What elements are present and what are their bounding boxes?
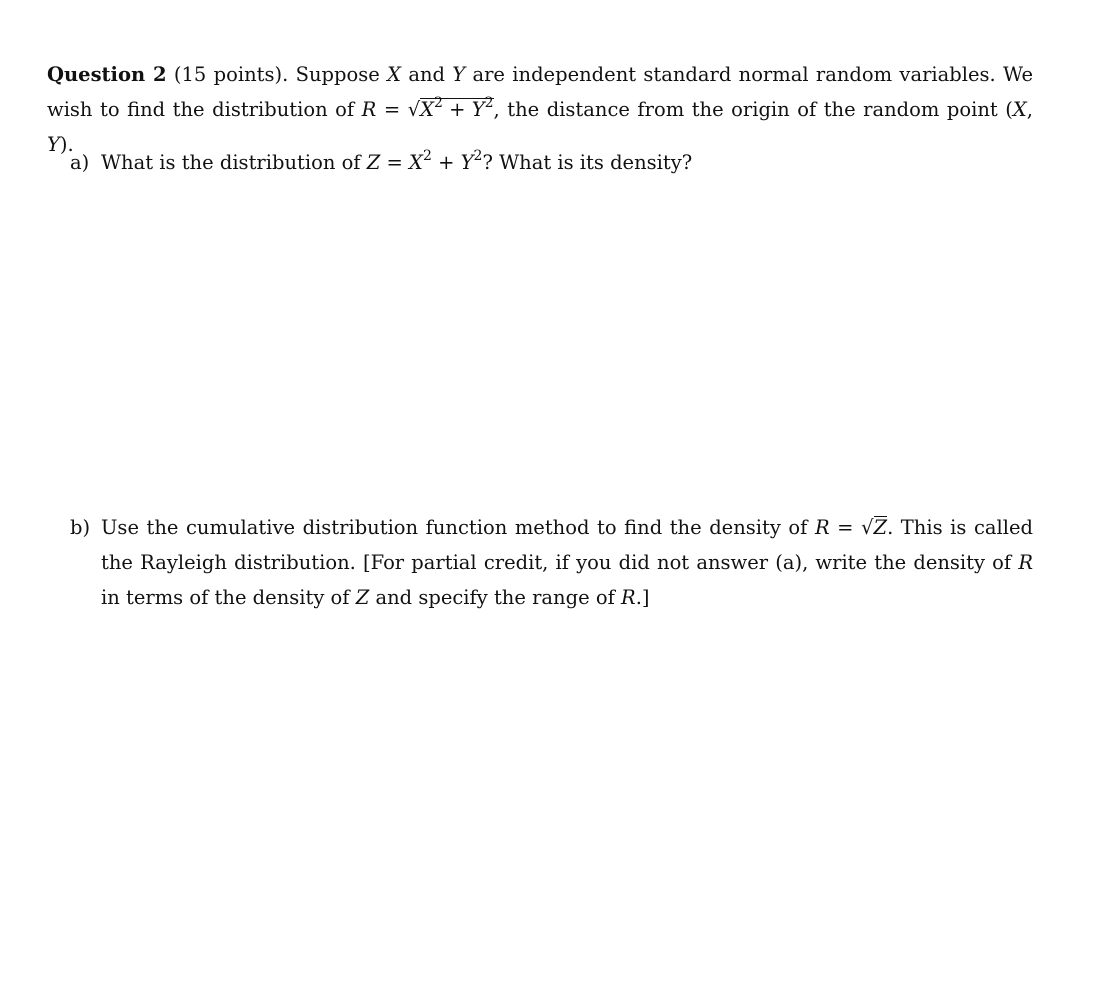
- math-exponent: 2: [422, 148, 432, 165]
- part-a-label: a): [70, 151, 90, 174]
- math-var: X: [1012, 98, 1027, 121]
- part-text: Use the cumulative distribution function method to find the density of: [101, 516, 808, 539]
- point-open: (: [1005, 98, 1013, 121]
- question-points: (15 points).: [173, 63, 289, 86]
- math-equals: =: [383, 98, 401, 121]
- part-a-text: [101, 145, 1033, 180]
- math-plus: +: [438, 151, 455, 174]
- question-text: Suppose: [295, 63, 380, 86]
- math-equals: =: [386, 151, 403, 174]
- math-var: R: [1018, 551, 1033, 574]
- question-text: are independent standard normal random variables. We wish to find the distribution of: [47, 63, 1034, 121]
- question-text: and: [408, 63, 445, 86]
- math-var: X: [409, 151, 423, 174]
- math-var: X: [387, 63, 401, 86]
- part-b-text: [101, 510, 1033, 615]
- math-var: R: [814, 516, 830, 539]
- part-b-label: b): [70, 516, 91, 539]
- math-var: Y: [460, 151, 474, 174]
- math-exponent: 2: [473, 148, 483, 165]
- sqrt-expression: [861, 516, 887, 539]
- sqrt-sign: √: [407, 98, 421, 121]
- math-var: Y: [452, 63, 466, 86]
- part-a: [70, 145, 1033, 180]
- part-text: . This is called the Rayleigh distribution. [For partial credit, if you did not answer (a), write the density of: [101, 516, 1033, 574]
- math-var: Z: [366, 151, 381, 174]
- sqrt-radicand: Z: [873, 516, 888, 539]
- math-equals: =: [837, 516, 854, 539]
- part-text: ? What is its density?: [482, 151, 693, 174]
- question-label: Question 2: [47, 63, 167, 86]
- answer-space-a: [47, 185, 1033, 505]
- math-var: R: [621, 586, 636, 609]
- part-text: in terms of the density of: [101, 586, 350, 609]
- math-exponent: 2: [434, 95, 443, 112]
- point-comma: ,: [1026, 98, 1033, 121]
- math-exponent: 2: [484, 95, 494, 112]
- part-text: and specify the range of: [375, 586, 615, 609]
- point-close: ).: [59, 133, 74, 156]
- part-b: [70, 510, 1033, 615]
- math-var: Y: [47, 133, 60, 156]
- part-text: What is the distribution of: [101, 151, 361, 174]
- answer-space-b: [47, 620, 1033, 980]
- math-var: X: [420, 98, 435, 121]
- sqrt-radicand: [420, 95, 494, 121]
- math-var: R: [361, 98, 377, 121]
- sqrt-sign: √: [861, 516, 874, 539]
- question-text: , the distance from the origin of the random point: [493, 98, 998, 121]
- part-text: .]: [635, 586, 650, 609]
- math-plus: +: [449, 98, 466, 121]
- math-var: Y: [471, 98, 485, 121]
- math-var: Z: [355, 586, 370, 609]
- sqrt-expression: [407, 95, 494, 121]
